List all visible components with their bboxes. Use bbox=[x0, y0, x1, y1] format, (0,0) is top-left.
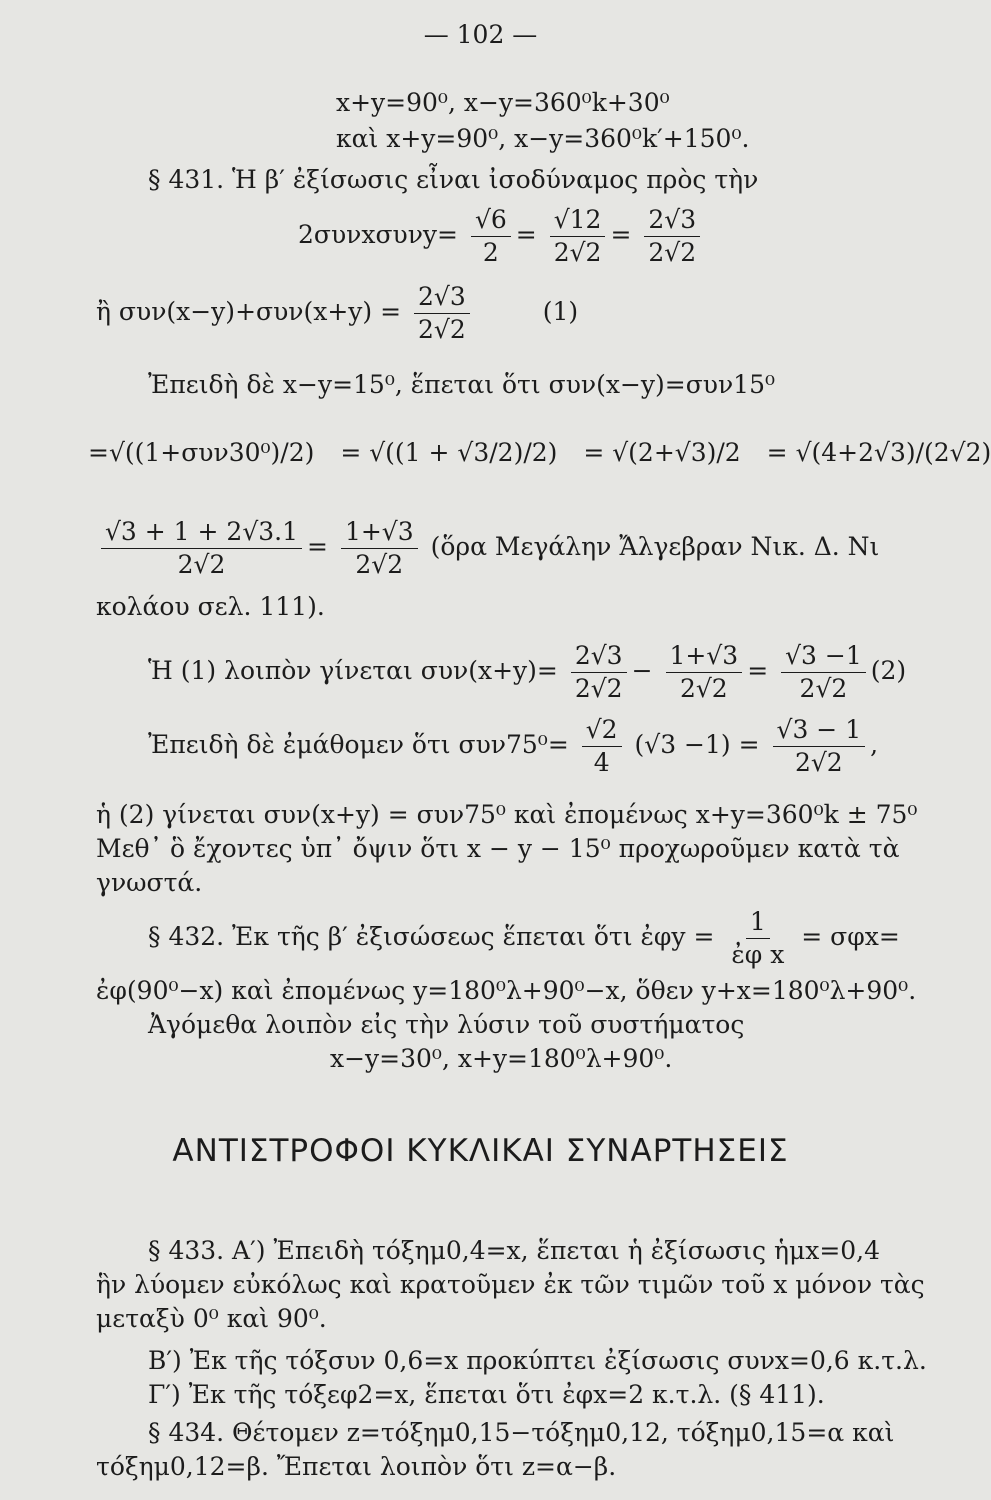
equation-label: (2) bbox=[870, 656, 907, 685]
expression: = √((1 + √3/2)/2) bbox=[340, 438, 558, 467]
equation-3 bbox=[88, 438, 991, 468]
text-line: ἐφ(90⁰−x) καὶ ἐπομένως y=180⁰λ+90⁰−x, ὅθεν y+x=180⁰λ+90⁰. bbox=[96, 976, 917, 1005]
text-line: ἣν λύομεν εὐκόλως καὶ κρατοῦμεν ἐκ τῶν τιμῶν τοῦ x μόνον τὰς bbox=[96, 1270, 925, 1299]
text-line: Β′) Ἐκ τῆς τόξσυν 0,6=x προκύπτει ἐξίσωσις συνx=0,6 κ.τ.λ. bbox=[148, 1346, 927, 1375]
text-line: Ἀγόμεθα λοιπὸν εἰς τὴν λύσιν τοῦ συστήματος bbox=[148, 1010, 745, 1039]
equation-label: (1) bbox=[542, 297, 579, 326]
eq-lhs: Ἐπειδὴ δὲ ἐμάθομεν ὅτι συν75⁰= bbox=[148, 730, 569, 759]
expression: (√3 −1) = bbox=[634, 730, 760, 759]
equation-6: Ἐπειδὴ δὲ ἐμάθομεν ὅτι συν75⁰= $\frac{√2}{4}$ (√3 −1) = $\frac{√3 - 1}{2√2}$ , bbox=[148, 715, 879, 777]
fraction: $\frac{2√3}{2√2}$ bbox=[644, 206, 700, 267]
text-line: ἡ (2) γίνεται συν(x+y) = συν75⁰ καὶ ἐπομένως x+y=360⁰k ± 75⁰ bbox=[96, 800, 918, 829]
eq-lhs: Ἡ (1) λοιπὸν γίνεται συν(x+y)= bbox=[148, 656, 558, 685]
reference-note: (ὅρα Μεγάλην Ἄλγεβραν Νικ. Δ. Νι bbox=[430, 532, 880, 561]
fraction: $\frac{1}{\text{ἐφ x}}$ bbox=[731, 907, 785, 969]
fraction: $\frac{√3 - 1}{2√2}$ bbox=[773, 716, 866, 777]
text-line: Γ′) Ἐκ τῆς τόξεφ2=x, ἕπεται ὅτι ἐφx=2 κ.τ.λ. (§ 411). bbox=[148, 1380, 825, 1409]
fraction: $\frac{√12}{2√2}$ bbox=[550, 206, 606, 267]
paragraph-434: § 434. Θέτομεν z=τόξημ0,15−τόξημ0,12, τόξημ0,15=α καὶ bbox=[148, 1418, 895, 1447]
equation-line: x+y=90⁰, x−y=360⁰k+30⁰ bbox=[336, 88, 670, 117]
equation-line: x−y=30⁰, x+y=180⁰λ+90⁰. bbox=[330, 1044, 673, 1073]
equation-2 bbox=[96, 283, 578, 344]
paragraph-431-intro: § 431. Ἡ β′ ἐξίσωσις εἶναι ἰσοδύναμος πρὸς τὴν bbox=[148, 165, 759, 194]
section-heading: ΑΝΤΙΣΤΡΟΦΟΙ ΚΥΚΛΙΚΑΙ ΣΥΝΑΡΤΗΣΕΙΣ bbox=[172, 1133, 789, 1169]
text-line: Ἐπειδὴ δὲ x−y=15⁰, ἕπεται ὅτι συν(x−y)=συν15⁰ bbox=[148, 370, 776, 399]
text-line: Μεθ᾽ ὃ ἔχοντες ὑπ᾽ ὄψιν ὅτι x − y − 15⁰ προχωροῦμεν κατὰ τὰ bbox=[96, 834, 900, 863]
text-line: μεταξὺ 0⁰ καὶ 90⁰. bbox=[96, 1304, 327, 1333]
eq-lhs: 2συνxσυνy= bbox=[298, 220, 458, 249]
fraction: $\frac{1+√3}{2√2}$ bbox=[666, 642, 743, 703]
equation-1: 2συνxσυνy= $\frac{√6}{2}$ = $\frac{√12}{2√2}$ = $\frac{2√3}{2√2}$ bbox=[298, 206, 705, 267]
fraction: $\frac{1+√3}{2√2}$ bbox=[341, 518, 418, 579]
text: = σφx= bbox=[801, 922, 900, 951]
fraction: $\frac{√6}{2}$ bbox=[471, 206, 511, 267]
eq-lhs: ἢ συν(x−y)+συν(x+y) = bbox=[96, 297, 402, 326]
equation-line: καὶ x+y=90⁰, x−y=360⁰k′+150⁰. bbox=[336, 124, 750, 153]
expression: = √(2+√3)/2 bbox=[583, 438, 741, 467]
paragraph-432 bbox=[148, 908, 900, 969]
text-line: κολάου σελ. 111). bbox=[96, 592, 325, 621]
text: § 432. Ἐκ τῆς β′ ἐξισώσεως ἕπεται ὅτι ἐφy = bbox=[148, 922, 715, 951]
fraction: $\frac{√2}{4}$ bbox=[582, 716, 622, 777]
fraction: $\frac{√3 -1}{2√2}$ bbox=[781, 642, 866, 703]
expression: = √(4+2√3)/(2√2) bbox=[766, 438, 991, 467]
page-number: — 102 — bbox=[423, 20, 538, 49]
fraction: $\frac{2√3}{2√2}$ bbox=[571, 642, 627, 703]
text-line: τόξημ0,12=β. Ἔπεται λοιπὸν ὅτι z=α−β. bbox=[96, 1452, 617, 1481]
text-line: γνωστά. bbox=[96, 868, 203, 897]
paragraph-433: § 433. Α′) Ἐπειδὴ τόξημ0,4=x, ἕπεται ἡ ἐξίσωσις ἡμx=0,4 bbox=[148, 1236, 881, 1265]
fraction: $\frac{2√3}{2√2}$ bbox=[414, 283, 470, 344]
equation-4: $\frac{√3 + 1 + 2√3.1}{2√2}$ = $\frac{1+√3}{2√2}$ (ὅρα Μεγάλην Ἄλγεβραν Νικ. Δ. Νι bbox=[96, 518, 879, 579]
expression: =√((1+συν30⁰)/2) bbox=[88, 438, 315, 467]
equation-5: Ἡ (1) λοιπὸν γίνεται συν(x+y)= $\frac{2√3}{2√2}$ − $\frac{1+√3}{2√2}$ = $\frac{√3 -1}{2√2}$ (2) bbox=[148, 641, 907, 703]
fraction: $\frac{√3 + 1 + 2√3.1}{2√2}$ bbox=[101, 518, 302, 579]
